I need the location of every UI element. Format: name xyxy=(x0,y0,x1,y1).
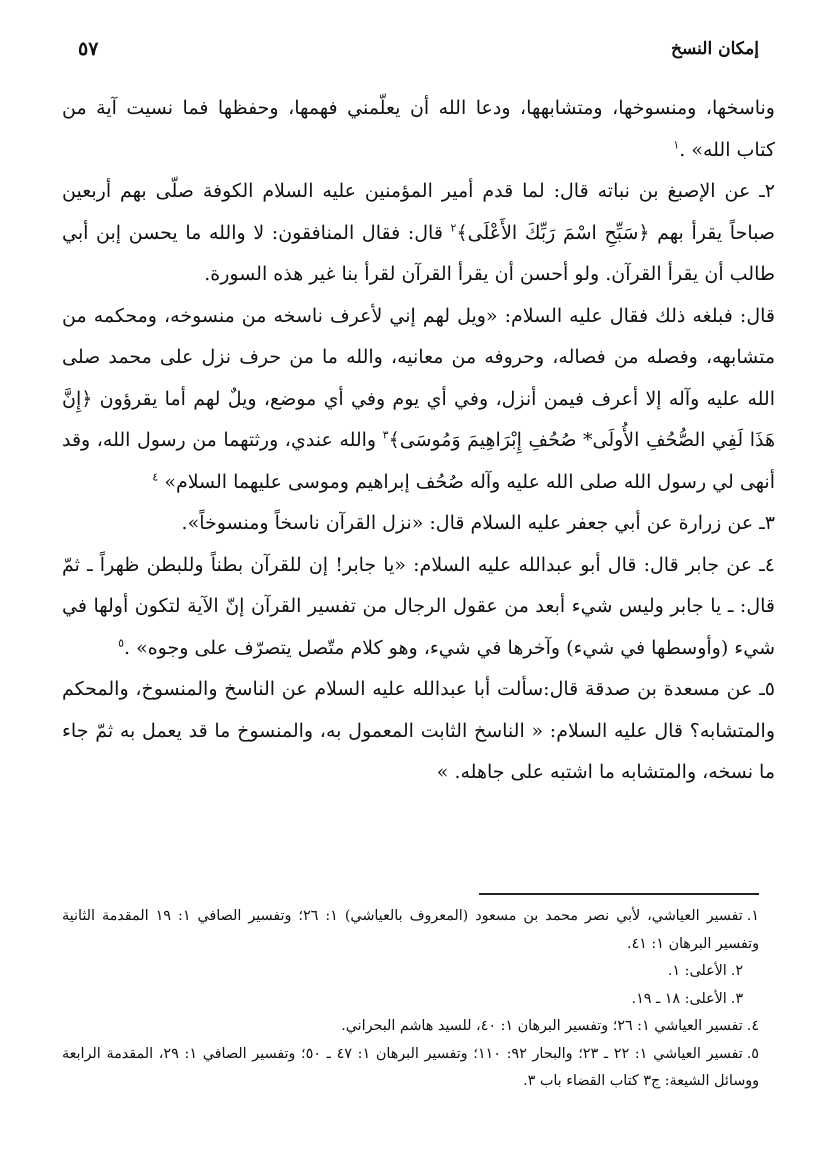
footnote-number: ٥. xyxy=(746,1045,759,1062)
footnotes xyxy=(62,903,759,1096)
footnote-separator xyxy=(479,893,759,895)
paragraph-text: والله عندي، ورثتهما من رسول الله، وقد أنهى لي رسول الله صلى الله عليه وآله صُحُف إبراهيم وموسى عليهما السلام» xyxy=(62,429,775,493)
footnote xyxy=(62,1041,759,1096)
paragraph-6 xyxy=(62,669,775,794)
footnote-ref: ١ xyxy=(673,138,680,152)
paragraph-text: ٢ـ عن الإصبغ بن نباته قال: لما قدم أمير المؤمنين عليه السلام الكوفة صلّى بهم أربعين صباحاً يقرأ بهم ﴿سَبِّحِ اسْمَ رَبِّكَ الأَعْلَى﴾ xyxy=(62,180,775,244)
footnote-text: الأعلى: ١٨ ـ ١٩. xyxy=(631,990,727,1007)
paragraph-text: ٥ـ عن مسعدة بن صدقة قال:سألت أبا عبدالله عليه السلام عن الناسخ والمنسوخ، والمحكم والمتشابه؟ قال عليه السلام: « الناسخ الثابت المعمول به، والمنسوخ ما قد يعمل به ثمّ جاء ما نسخه، والمتشابه ما اشتبه على جاهله. » xyxy=(62,678,775,783)
footnote-text: تفسير العياشي ١: ٢٢ ـ ٢٣؛ والبحار ٩٢: ١١٠؛ وتفسير البرهان ١: ٤٧ ـ ٥٠؛ وتفسير الصافي ١: ٢٩، المقدمة الرابعة ووسائل الشيعة: ج٣ كتاب القضاء باب ٣. xyxy=(62,1045,759,1089)
main-text xyxy=(62,88,775,794)
paragraph-3 xyxy=(62,296,775,504)
footnote xyxy=(62,903,759,958)
footnote-ref: ٣ xyxy=(382,428,389,442)
paragraph-text: وناسخها، ومنسوخها، ومتشابهها، ودعا الله أن يعلّمني فهمها، وحفظها فما نسيت آية من كتاب الله» . xyxy=(62,97,775,161)
footnote-number: ٢. xyxy=(730,963,743,979)
paragraph-text: ٣ـ عن زرارة عن أبي جعفر عليه السلام قال: «نزل القرآن ناسخاً ومنسوخاً». xyxy=(181,512,775,534)
paragraph-text: قال: فبلغه ذلك فقال عليه السلام: «ويل لهم إني لأعرف ناسخه من منسوخه، ومحكمه من متشابهه، وفصله من فصاله، وحروفه من معانيه، والله ما من حرف نزل على محمد صلى الله عليه وآله إلا أعرف فيمن أنزل، وفي أي يوم وفي أي موضع، ويلٌ لهم أما يقرؤون ﴿إِنَّ هَذَا لَفِي الصُّحُفِ الأُولَى* صُحُفِ إِبْرَاهِيمَ وَمُوسَى﴾ xyxy=(62,304,775,451)
paragraph-5 xyxy=(62,545,775,670)
paragraph-2 xyxy=(62,171,775,296)
paragraph-text: قال: فقال المنافقون: لا والله ما يحسن إبن أبي طالب أن يقرأ القرآن. ولو أحسن أن يقرأ القرآن لقرأ بنا غير هذه السورة. xyxy=(62,221,775,285)
page-number: ٥٧ xyxy=(78,38,99,60)
running-header xyxy=(78,34,759,64)
footnote xyxy=(62,1013,759,1041)
footnote-number: ٣. xyxy=(730,990,743,1007)
footnote xyxy=(62,958,759,986)
footnote-text: تفسير العياشي، لأبي نصر محمد بن مسعود (المعروف بالعياشي) ١: ٢٦؛ وتفسير الصافي ١: ١٩ المقدمة الثانية وتفسير البرهان ١: ٤١. xyxy=(62,908,759,952)
chapter-title: إمكان النسخ xyxy=(671,39,759,59)
footnote-number: ١. xyxy=(746,908,759,924)
footnote-ref: ٢ xyxy=(450,221,457,235)
footnote-text: الأعلى: ١. xyxy=(667,963,727,979)
footnote-ref: ٤ xyxy=(152,470,159,484)
footnote xyxy=(62,986,759,1014)
footnote-text: تفسير العياشي ١: ٢٦؛ وتفسير البرهان ١: ٤٠، للسيد هاشم البحراني. xyxy=(341,1018,743,1034)
paragraph-4 xyxy=(62,503,775,545)
paragraph-1 xyxy=(62,88,775,171)
footnote-number: ٤. xyxy=(746,1018,759,1034)
paragraph-text: ٤ـ عن جابر قال: قال أبو عبدالله عليه السلام: «يا جابر! إن للقرآن بطناً وللبطن ظهراً ـ ثمّ قال: ـ يا جابر وليس شيء أبعد من عقول الرجال من تفسير القرآن إنّ الآية لتكون أولها في شيء (وأوسطها في شيء) وآخرها في شيء، وهو كلام متّصل يتصرّف على وجوه» . xyxy=(62,553,775,659)
footnote-ref: ٥ xyxy=(118,636,125,650)
